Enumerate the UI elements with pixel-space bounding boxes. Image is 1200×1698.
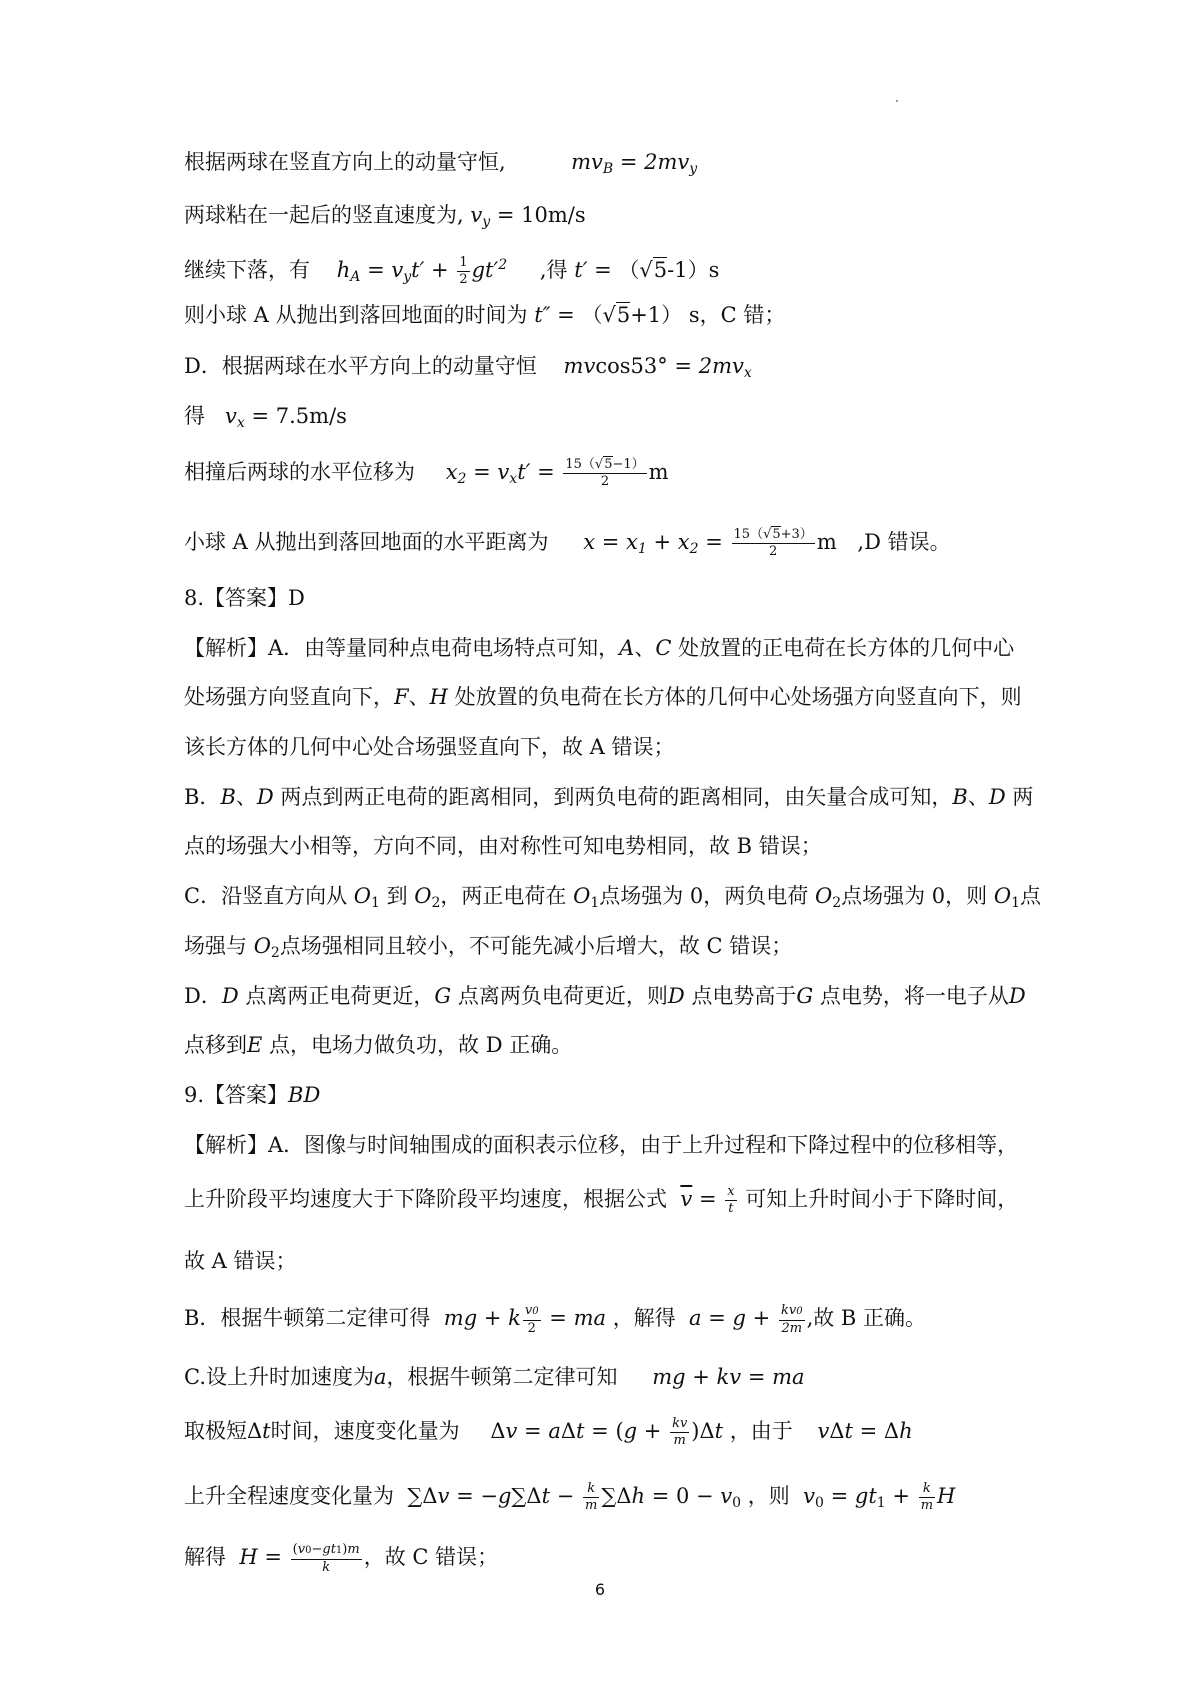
O2: $O_2$ — [253, 934, 280, 961]
text: ，故 C 错误； — [363, 1545, 499, 1569]
O1: $O_1$ — [353, 884, 380, 911]
letter: D — [256, 785, 274, 809]
letter: E — [247, 1033, 263, 1057]
text: 场强与 — [184, 934, 247, 958]
text: 点 — [1020, 884, 1041, 908]
text: ，两正电荷在 — [440, 884, 567, 908]
formula-x: $x = x_1 + x_2$ = $\frac{15(√5+3)}{2}$ m — [583, 527, 837, 559]
letter: D — [221, 984, 239, 1008]
text: 处放置的负电荷在长方体的几何中心处场强方向竖直向下，则 — [454, 685, 1022, 709]
analysis-9-a3 — [184, 1245, 297, 1277]
letter: B — [952, 785, 968, 809]
text: 点移到 — [184, 1033, 247, 1057]
formula-vx: $v_x = 7.5m/s$ — [211, 404, 347, 431]
text: 得 — [184, 404, 205, 428]
analysis-9-c3 — [184, 1480, 955, 1519]
text: 该长方体的几何中心处合场强竖直向下，故 A 错误； — [184, 735, 675, 759]
letter: D — [988, 785, 1006, 809]
letter: B — [220, 785, 236, 809]
formula-t2prime: t″ = （√5+1） — [534, 303, 683, 327]
line-vx — [184, 400, 347, 439]
text: 根据两球在竖直方向上的动量守恒, — [184, 150, 506, 174]
text: s，C 错； — [688, 303, 786, 327]
line-momentum-vertical — [184, 146, 697, 185]
O1: $O_1$ — [573, 884, 600, 911]
text: 两点到两正电荷的距离相同，到两负电荷的距离相同，由矢量合成可知， — [280, 785, 953, 809]
text: D． — [184, 984, 222, 1008]
answer-8 — [184, 582, 305, 614]
page-number: 6 — [594, 1580, 606, 1599]
text: 点电势，将一电子从 — [819, 984, 1009, 1008]
formula-mvB: $mv_B = 2mv_y$ — [571, 150, 698, 177]
text: 、 — [235, 785, 257, 809]
text: 点离两正电荷更近， — [245, 984, 435, 1008]
text: 、 — [967, 785, 989, 809]
analysis-8-a — [184, 632, 1014, 664]
text: C.设上升时加速度为 — [184, 1365, 374, 1389]
formula-mgkv: mg + kv = ma — [652, 1365, 805, 1389]
letter: F — [394, 685, 409, 709]
text: C．沿竖直方向从 — [184, 884, 348, 908]
analysis-8-a3 — [184, 731, 675, 763]
stray-mark — [896, 100, 898, 102]
text: 点电势高于 — [691, 984, 797, 1008]
formula-newton: mg + k $\frac{v0}{2}$ = ma — [437, 1302, 606, 1336]
text: 上升全程速度变化量为 — [184, 1484, 394, 1508]
analysis-9-c — [184, 1361, 805, 1393]
text: ，解得 — [612, 1306, 676, 1330]
text: 时间，速度变化量为 — [270, 1419, 460, 1443]
formula-mvcos: $mvcos53^\circ = 2mv_x$ — [543, 354, 752, 381]
text: D．根据两球在水平方向上的动量守恒 — [184, 354, 537, 378]
text: 两球粘在一起后的竖直速度为, — [184, 203, 464, 227]
text: 则小球 A 从抛出到落回地面的时间为 — [184, 303, 528, 327]
letter: A — [619, 636, 635, 660]
text: ,得 — [539, 258, 568, 282]
text: 继续下落，有 — [184, 258, 310, 282]
text: 上升阶段平均速度大于下降阶段平均速度，根据公式 — [184, 1187, 667, 1211]
text: ，根据牛顿第二定律可知 — [386, 1365, 618, 1389]
text: 处放置的正电荷在长方体的几何中心 — [678, 636, 1015, 660]
letter: C — [655, 636, 672, 660]
line-fall — [184, 249, 719, 293]
text: B．根据牛顿第二定律可得 — [184, 1306, 431, 1330]
text: 【解析】A．图像与时间轴围成的面积表示位移，由于上升过程和下降过程中的位移相等， — [184, 1133, 1019, 1157]
text: 取极短 — [184, 1419, 247, 1443]
formula-dv: Δv = aΔt = (g + $\frac{kv}{m}$ )Δt — [490, 1416, 724, 1448]
text: 两 — [1012, 785, 1034, 809]
text: 点的场强大小相等，方向不同，由对称性可知电势相同，故 B 错误； — [184, 834, 822, 858]
text: 故 A 错误； — [184, 1249, 297, 1273]
analysis-9-c2 — [184, 1415, 913, 1449]
text: ,故 B 正确。 — [806, 1306, 927, 1330]
text: ，则 — [747, 1484, 790, 1508]
analysis-8-c2 — [184, 930, 792, 969]
text: 解得 — [184, 1545, 226, 1569]
text: 处场强方向竖直向下， — [184, 685, 394, 709]
formula-a: a = g + $\frac{kv0}{2m}$ — [682, 1302, 803, 1336]
text: 可知上升时间小于下降时间， — [745, 1187, 1019, 1211]
text: B． — [184, 785, 221, 809]
letter: a — [374, 1365, 387, 1389]
formula-sum: ∑Δv = −g∑Δt − $\frac{k}{m}$ $\sum\Delta h = 0 - v_0$ — [407, 1481, 742, 1513]
analysis-8-d2 — [184, 1029, 572, 1061]
O2: $O_2$ — [414, 884, 441, 911]
text: ,D 错误。 — [857, 530, 951, 554]
text: 、 — [408, 685, 430, 709]
analysis-9-b — [184, 1302, 926, 1337]
formula-v0: $v_0 = gt_1$ + $\frac{k}{m}$ H — [796, 1481, 956, 1513]
answer-letters: BD — [288, 1083, 321, 1107]
text: 点，电场力做负功，故 D 正确。 — [269, 1033, 573, 1057]
letter: H — [429, 685, 448, 709]
answer-9 — [184, 1079, 320, 1111]
line-x-total — [184, 526, 951, 565]
text: 点离两负电荷更近，则 — [457, 984, 668, 1008]
text: ，由于 — [729, 1419, 793, 1443]
analysis-8-c — [184, 880, 1041, 919]
formula-tprime: t′ = （√5-1）s — [574, 258, 720, 282]
text: 8.【答案】D — [184, 586, 305, 610]
letter: D — [1008, 984, 1026, 1008]
text: 点场强相同且较小，不可能先减小后增大，故 C 错误； — [279, 934, 793, 958]
O1: $O_1$ — [993, 884, 1020, 911]
text: 点场强为 0，两负电荷 — [599, 884, 809, 908]
formula-H: H = $\frac{(v0-gt1)m}{k}$ — [232, 1541, 360, 1575]
analysis-8-b — [184, 781, 1033, 813]
letter: G — [434, 984, 452, 1008]
O2: $O_2$ — [814, 884, 842, 911]
formula-dh: vΔt = Δh — [817, 1419, 913, 1443]
formula-hA: $h_A = v_yt'$ + $\frac{1}{2}$ $gt'^2$ — [316, 255, 508, 287]
analysis-8-d — [184, 980, 1026, 1012]
formula-vbar: $\overline{v}$ = $\frac{x}{t}$ — [680, 1184, 735, 1216]
text: 、 — [634, 636, 656, 660]
letter: G — [796, 984, 814, 1008]
letter: D — [667, 984, 685, 1008]
analysis-9-a — [184, 1129, 1018, 1161]
formula-dt: Δt — [247, 1419, 271, 1443]
analysis-8-b2 — [184, 830, 822, 862]
analysis-8-a2 — [184, 681, 1022, 713]
formula-vy: $v_y = 10m/s$ — [470, 203, 586, 230]
analysis-9-a2 — [184, 1183, 1018, 1217]
text: 点场强为 0，则 — [841, 884, 988, 908]
line-total-time — [184, 299, 785, 331]
line-vertical-speed — [184, 199, 586, 238]
text: 相撞后两球的水平位移为 — [184, 460, 415, 484]
text: 9.【答案】 — [184, 1083, 289, 1107]
analysis-9-c4 — [184, 1541, 498, 1576]
line-momentum-horizontal — [184, 350, 752, 389]
text: 小球 A 从抛出到落回地面的水平距离为 — [184, 530, 549, 554]
line-x2 — [184, 456, 669, 495]
text: 【解析】A．由等量同种点电荷电场特点可知， — [184, 636, 620, 660]
formula-x2: $x_2 = v_xt'$ = $\frac{15(√5-1)}{2}$ m — [445, 457, 669, 489]
text: 到 — [386, 884, 408, 908]
